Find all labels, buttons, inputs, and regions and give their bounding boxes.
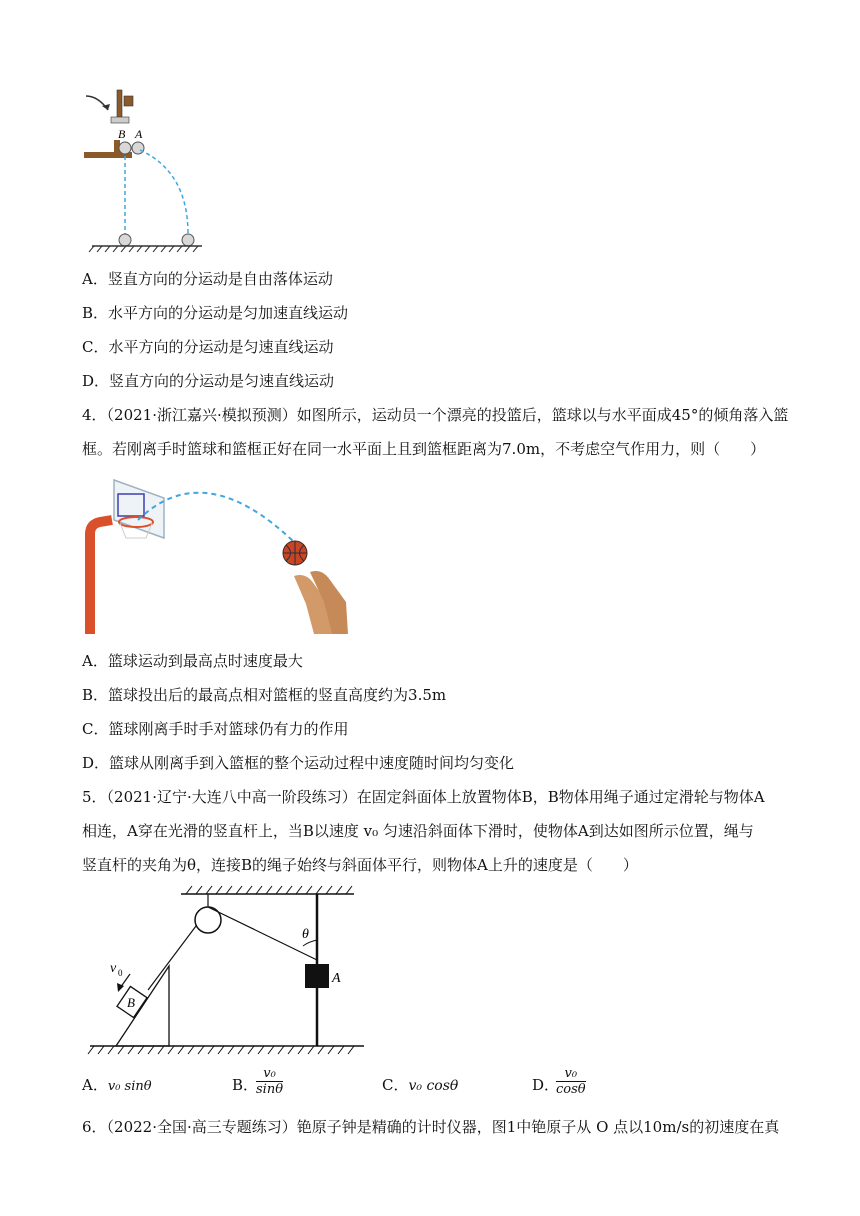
q4-option-c: C．篮球刚离手时手对篮球仍有力的作用 bbox=[82, 720, 349, 738]
label-a-block: A bbox=[332, 971, 341, 986]
figure-pulley-incline bbox=[86, 884, 366, 1056]
q5-option-b-denominator: sinθ bbox=[256, 1082, 284, 1097]
q5-option-a bbox=[82, 1075, 152, 1097]
q5-option-c-prefix: C． bbox=[382, 1076, 409, 1094]
q3-option-a: A．竖直方向的分运动是自由落体运动 bbox=[82, 270, 333, 288]
q5-option-d-prefix: D． bbox=[532, 1076, 560, 1094]
label-a: A bbox=[135, 127, 143, 141]
q5-stem-line2: 相连，A穿在光滑的竖直杆上，当B以速度 v₀ 匀速沿斜面体下滑时，使物体A到达如图所示位置，绳与 bbox=[82, 822, 754, 840]
q5-option-d-denominator: cosθ bbox=[556, 1082, 586, 1097]
q5-option-b-numerator: v₀ bbox=[256, 1066, 283, 1082]
q3-option-d: D．竖直方向的分运动是匀速直线运动 bbox=[82, 372, 335, 390]
q5-option-a-prefix: A． bbox=[82, 1076, 108, 1094]
figure-basketball bbox=[84, 476, 354, 634]
figure-projectile-apparatus bbox=[80, 86, 210, 256]
q5-option-c bbox=[382, 1075, 458, 1096]
q3-option-c: C．水平方向的分运动是匀速直线运动 bbox=[82, 338, 334, 356]
q4-option-d: D．篮球从刚离手到入篮框的整个运动过程中速度随时间均匀变化 bbox=[82, 754, 515, 772]
q3-option-b: B．水平方向的分运动是匀加速直线运动 bbox=[82, 304, 349, 322]
q5-option-d-numerator: v₀ bbox=[556, 1066, 586, 1082]
label-b-block: B bbox=[127, 995, 135, 1010]
q6-stem-line1: 6．（2022·全国·高三专题练习）铯原子钟是精确的计时仪器，图1中铯原子从 O 点以10m/s的初速度在真 bbox=[82, 1118, 780, 1136]
q5-option-b-fraction bbox=[256, 1066, 283, 1097]
label-v: v bbox=[110, 961, 117, 976]
label-theta: θ bbox=[302, 927, 309, 942]
label-v-subscript: 0 bbox=[118, 968, 123, 978]
q4-option-a: A．篮球运动到最高点时速度最大 bbox=[82, 652, 303, 670]
q5-option-d-fraction bbox=[556, 1066, 586, 1097]
q4-option-b: B．篮球投出后的最高点相对篮框的竖直高度约为3.5m bbox=[82, 686, 447, 704]
q5-option-b-prefix: B． bbox=[232, 1076, 259, 1094]
q4-stem-line2: 框。若刚离手时篮球和篮框正好在同一水平面上且到篮框距离为7.0m，不考虑空气作用力，则（ ） bbox=[82, 440, 766, 458]
q5-stem-line3: 竖直杆的夹角为θ，连接B的绳子始终与斜面体平行，则物体A上升的速度是（ ） bbox=[82, 856, 638, 874]
q4-stem-line1: 4．（2021·浙江嘉兴·模拟预测）如图所示，运动员一个漂亮的投篮后，篮球以与水平面成45°的倾角落入篮 bbox=[82, 406, 789, 424]
q5-option-c-expr: v₀ cosθ bbox=[408, 1078, 459, 1094]
q5-option-a-expr: v₀ sinθ bbox=[107, 1079, 152, 1094]
q5-stem-line1: 5．（2021·辽宁·大连八中高一阶段练习）在固定斜面体上放置物体B，B物体用绳子通过定滑轮与物体A bbox=[82, 788, 765, 806]
label-b: B bbox=[118, 127, 126, 141]
